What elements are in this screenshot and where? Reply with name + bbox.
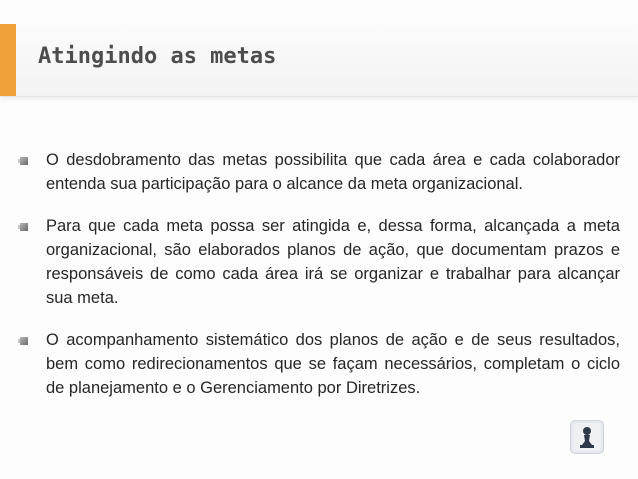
bullet-text: O acompanhamento sistemático dos planos de ação e de seus resultados, bem como redirecionamentos que se façam necessários, completam o ciclo de planejamento e o Gerenciamento por Diretrizes. (46, 331, 620, 397)
bullet-item (20, 214, 620, 310)
bullet-item (20, 328, 620, 400)
accent-bar (0, 24, 16, 96)
bullet-item (20, 148, 620, 196)
square-bullet-icon (20, 337, 28, 345)
slide-title: Atingindo as metas (38, 44, 277, 69)
square-bullet-icon (20, 223, 28, 231)
chess-pawn-logo-icon (570, 420, 604, 454)
bullet-text: O desdobramento das metas possibilita que cada área e cada colaborador entenda sua participação para o alcance da meta organizacional. (46, 151, 620, 193)
bullet-list (20, 148, 620, 418)
bullet-text: Para que cada meta possa ser atingida e, dessa forma, alcançada a meta organizacional, são elaborados planos de ação, que documentam prazos e responsáveis de como cada área irá se organizar e trabalhar para alcançar sua meta. (46, 217, 620, 307)
square-bullet-icon (20, 157, 28, 165)
